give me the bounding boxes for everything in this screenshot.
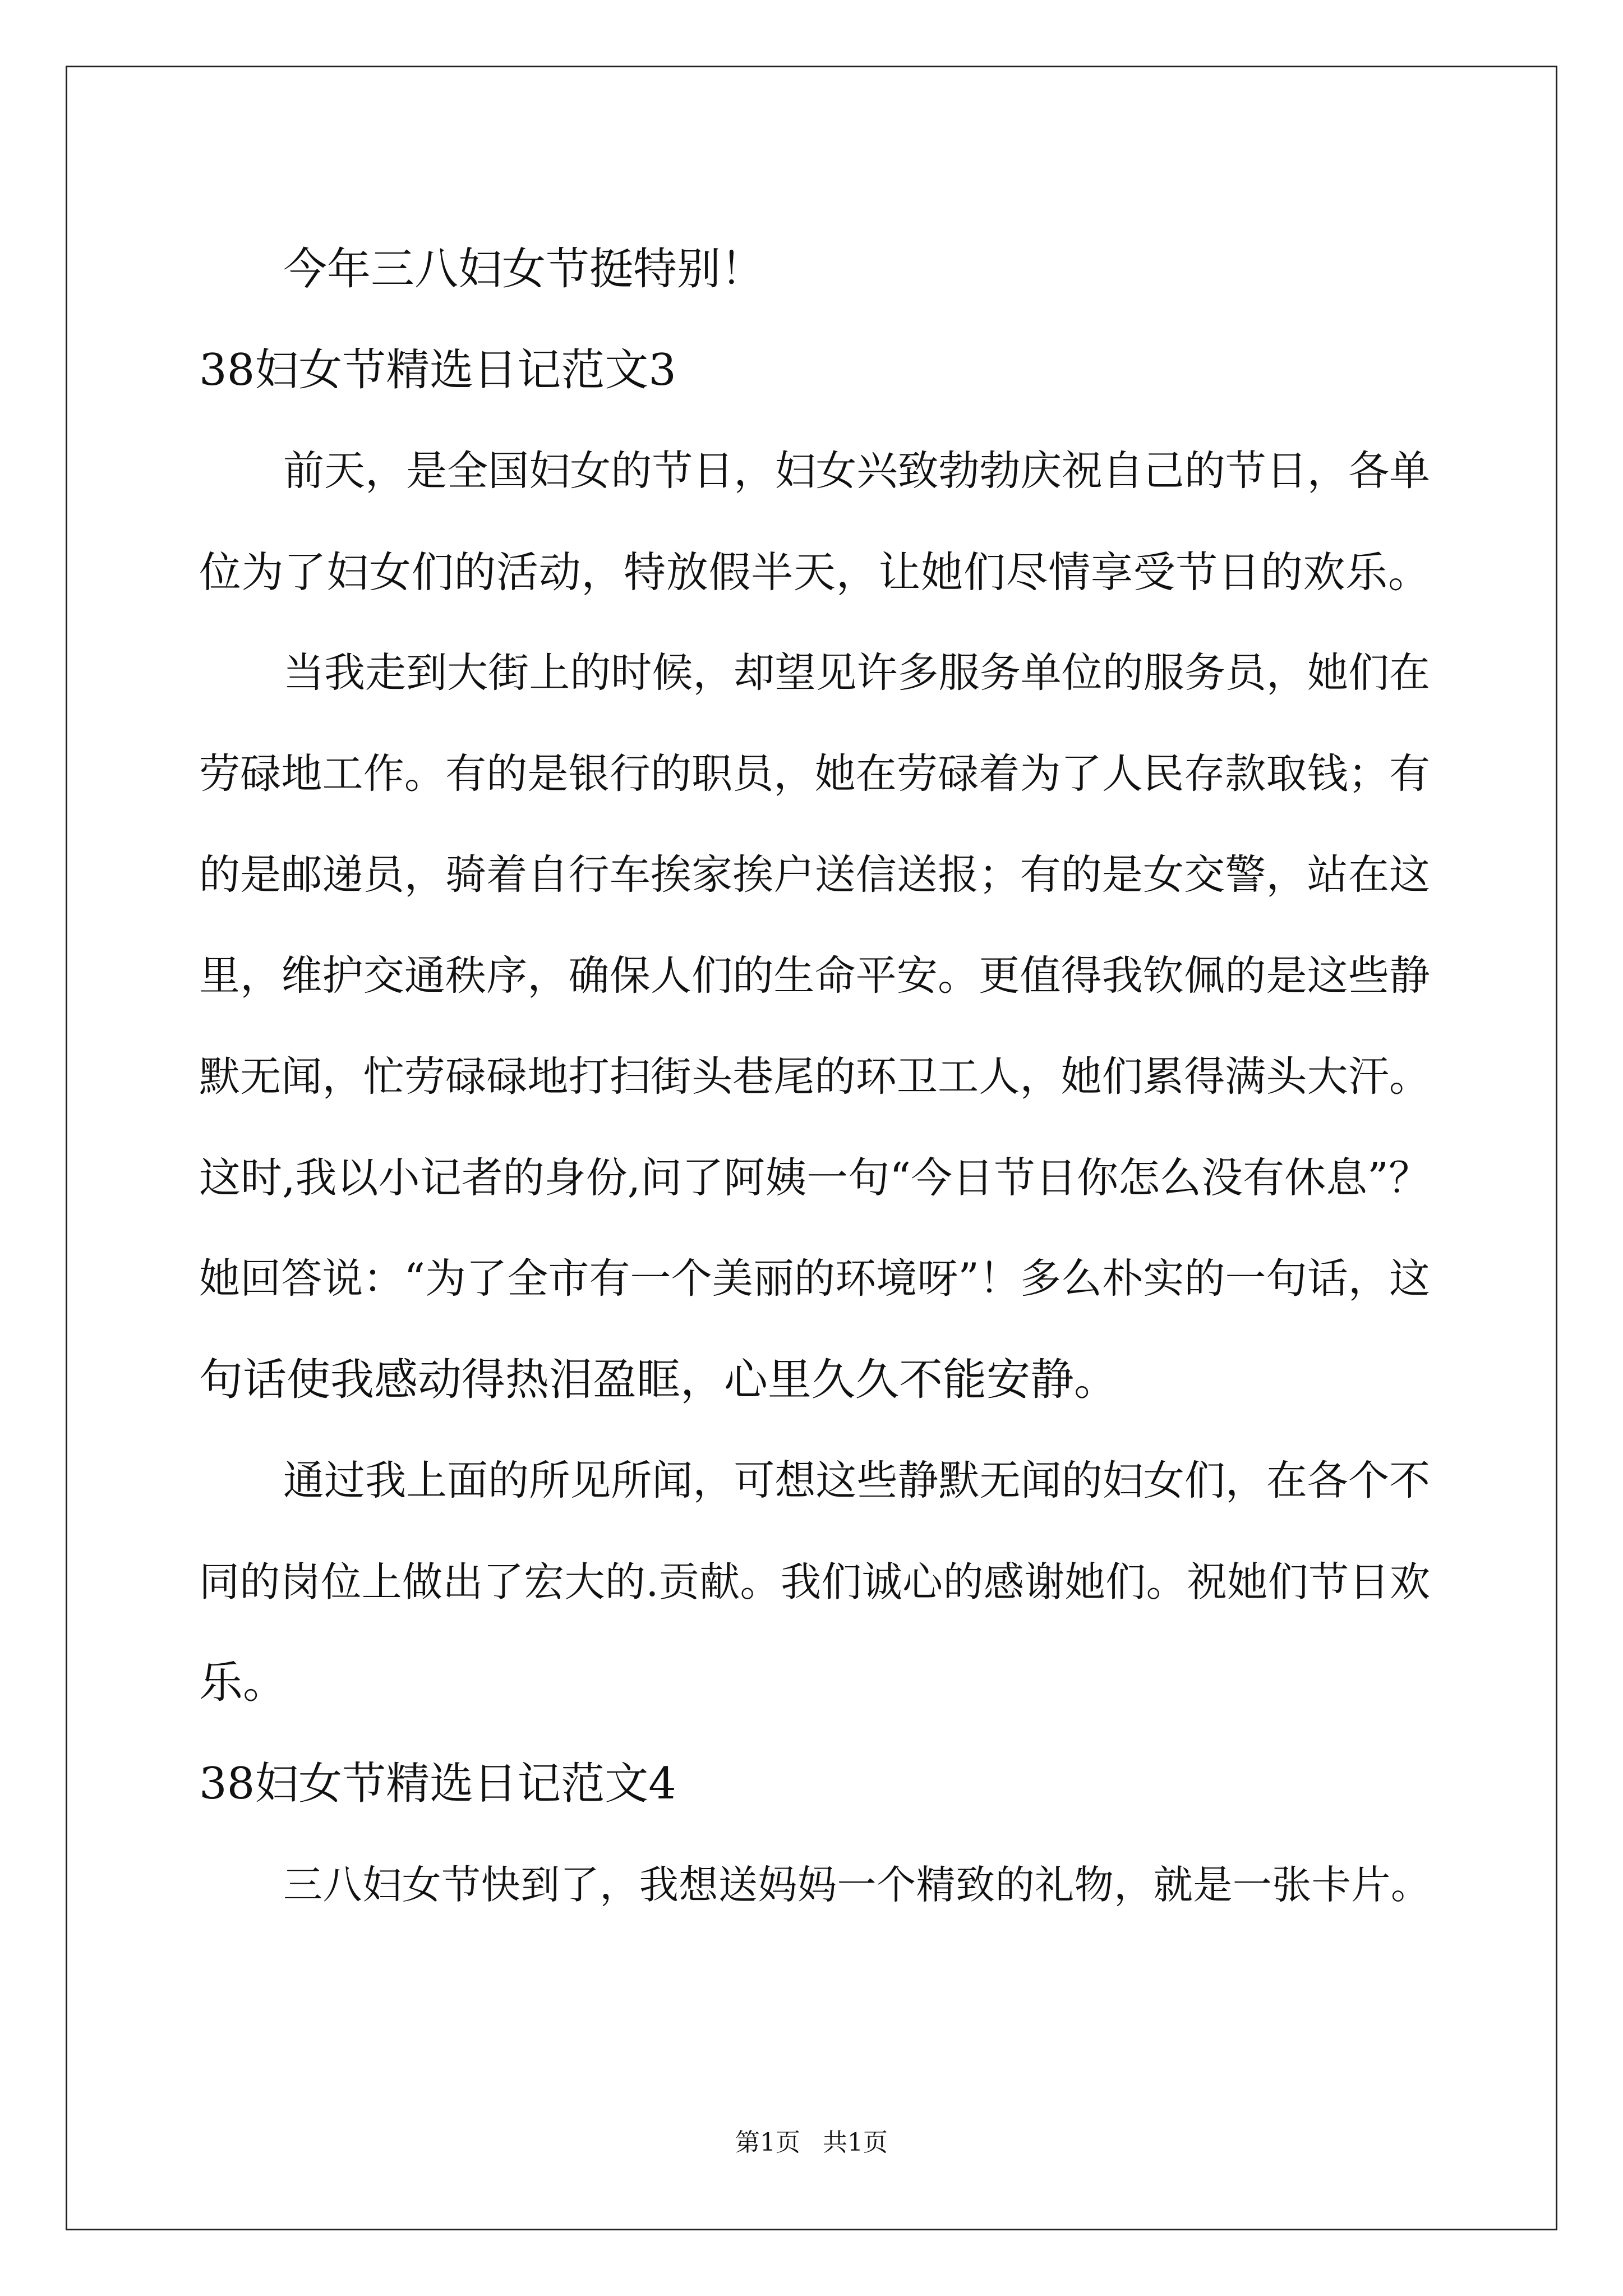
page-number: 第1页 bbox=[735, 2128, 800, 2157]
paragraph-line: 句话使我感动得热泪盈眶，心里久久不能安静。 bbox=[199, 1355, 1118, 1405]
paragraph-line: 今年三八妇女节挺特别！ bbox=[283, 244, 765, 295]
section-heading: 38妇女节精选日记范文3 bbox=[199, 345, 676, 395]
paragraph-line: 前天，是全国妇女的节日，妇女兴致勃勃庆祝自己的节日，各单 bbox=[283, 447, 1430, 495]
paragraph-line: 当我走到大街上的时候，却望见许多服务单位的服务员，她们在 bbox=[283, 649, 1430, 697]
document-body bbox=[199, 219, 1430, 1935]
paragraph-line: 乐。 bbox=[199, 1658, 287, 1708]
paragraph-line: 劳碌地工作。有的是银行的职员，她在劳碌着为了人民存款取钱；有 bbox=[199, 750, 1430, 798]
paragraph-line: 默无闻，忙劳碌碌地打扫街头巷尾的环卫工人，她们累得满头大汗。 bbox=[199, 1053, 1430, 1101]
paragraph-line: 通过我上面的所见所闻，可想这些静默无闻的妇女们，在各个不 bbox=[283, 1457, 1430, 1504]
paragraph-line: 的是邮递员，骑着自行车挨家挨户送信送报；有的是女交警，站在这 bbox=[199, 851, 1430, 899]
paragraph-line: 三八妇女节快到了，我想送妈妈一个精致的礼物，就是一张卡片。 bbox=[283, 1862, 1430, 1908]
paragraph-line: 这时,我以小记者的身份,问了阿姨一句“今日节日你怎么没有休息”？ bbox=[199, 1154, 1430, 1202]
paragraph-line: 她回答说：“为了全市有一个美丽的环境呀”！多么朴实的一句话，这 bbox=[199, 1255, 1430, 1303]
paragraph-line: 里，维护交通秩序，确保人们的生命平安。更值得我钦佩的是这些静 bbox=[199, 952, 1430, 1000]
paragraph-line: 同的岗位上做出了宏大的.贡献。我们诚心的感谢她们。祝她们节日欢 bbox=[199, 1558, 1430, 1605]
paragraph-line: 位为了妇女们的活动，特放假半天，让她们尽情享受节日的欢乐。 bbox=[199, 547, 1430, 597]
section-heading: 38妇女节精选日记范文4 bbox=[199, 1759, 676, 1809]
page-total: 共1页 bbox=[823, 2128, 888, 2157]
page-footer bbox=[0, 2126, 1623, 2160]
